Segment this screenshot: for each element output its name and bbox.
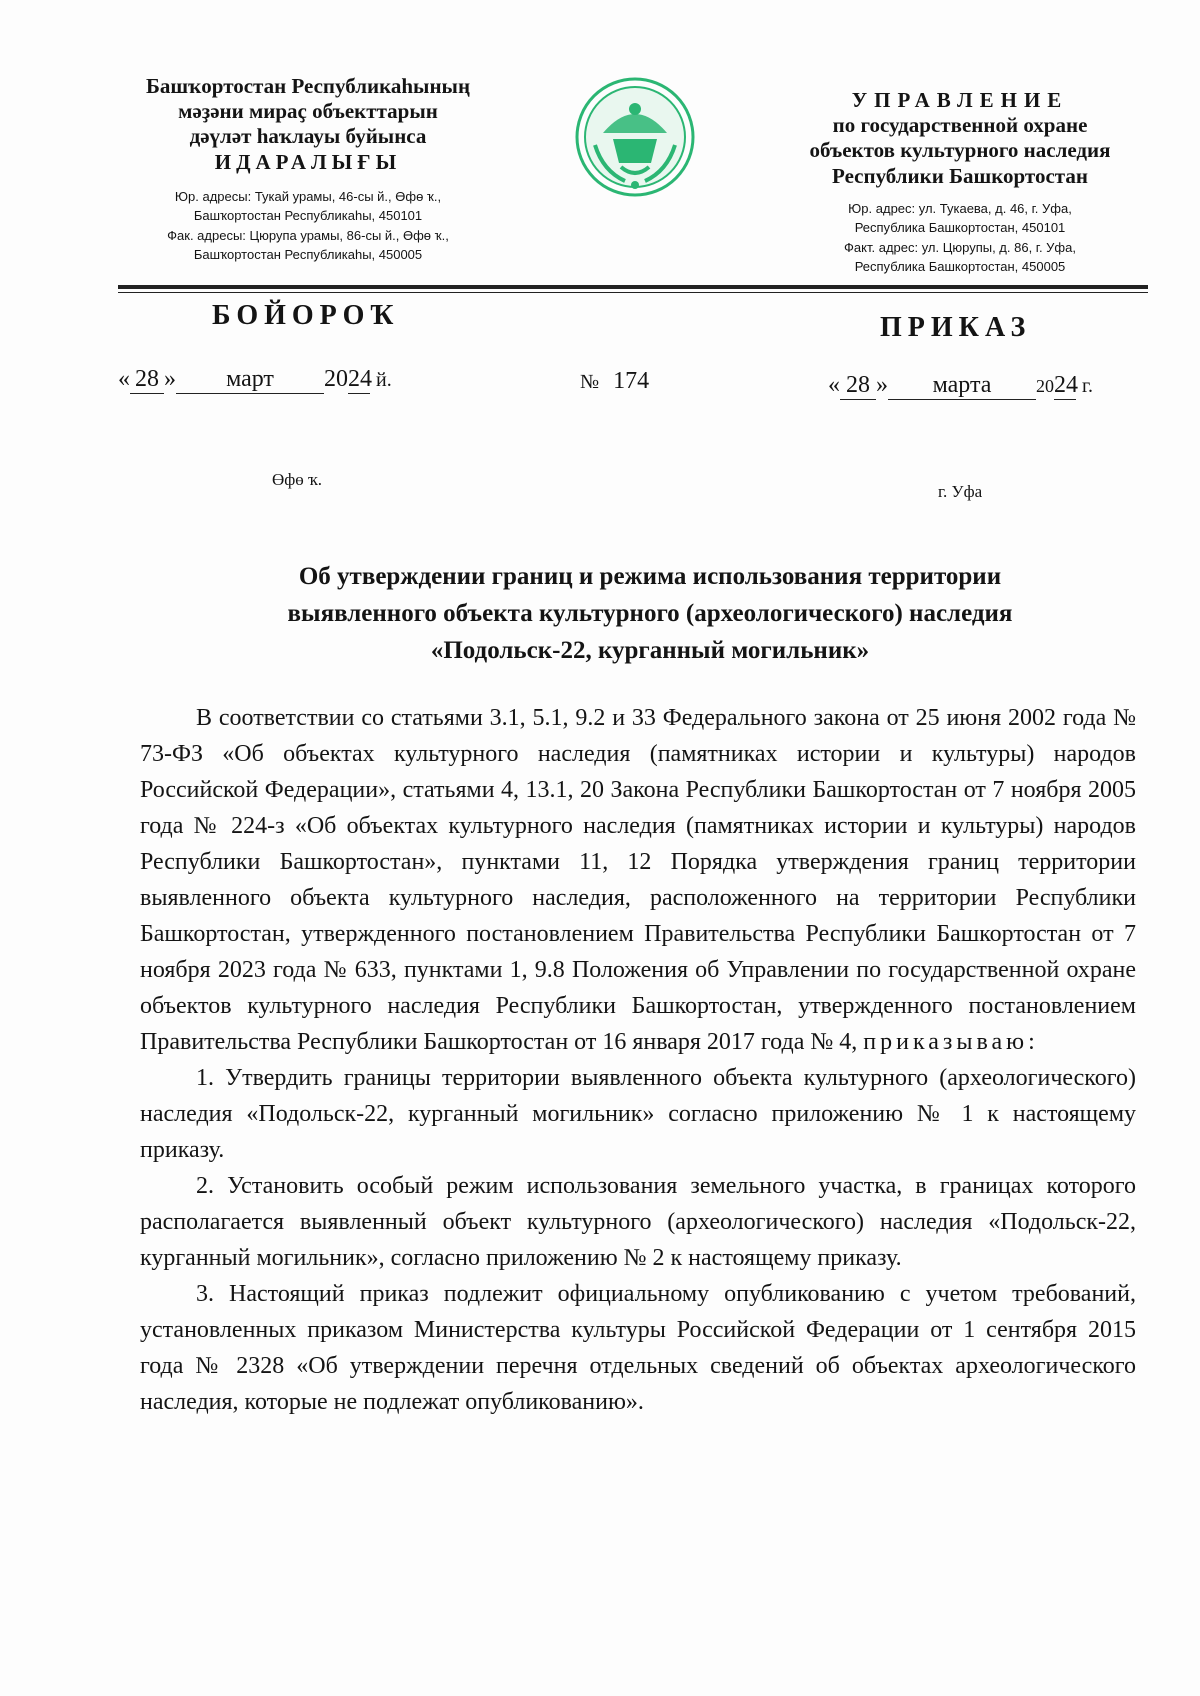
header-divider-thin (118, 292, 1148, 293)
quote-close: » (876, 372, 888, 398)
bashkortostan-emblem-icon (573, 75, 697, 199)
title-line: Об утверждении границ и режима использования территории (298, 563, 1002, 590)
header-divider-thick (118, 285, 1148, 289)
date-left-year-suffix: 24 (348, 366, 372, 392)
header-left-line2: мәҙәни мираҫ объекттарын (178, 99, 438, 124)
title-line: «Подольск-22, курганный могильник» (430, 637, 870, 664)
body-intro (140, 700, 1136, 1060)
date-left-day: 28 (130, 366, 164, 394)
date-left-year-prefix: 20 (324, 366, 348, 392)
date-right-year-suffix: 24 (1054, 372, 1078, 398)
header-left-org: ИДАРАЛЫҒЫ (214, 149, 402, 174)
header-right-line4: Республики Башкортостан (832, 163, 1088, 188)
addr-line: Башҡортостан Республикаһы, 450005 (193, 247, 423, 263)
city-right: г. Уфа (938, 482, 983, 501)
addr-line: Факт. адрес: ул. Цюрупы, д. 86, г. Уфа, (844, 239, 1076, 255)
header-left-address (118, 187, 498, 265)
date-right-day: 28 (840, 372, 876, 400)
addr-line: Юр. адресы: Тукай урамы, 46-сы й., Өфө ҡ., (174, 188, 442, 204)
document-title (200, 558, 1100, 669)
header-left (118, 74, 498, 265)
addr-line: Фак. адресы: Цюрупа урамы, 86-сы й., Өфө ҡ., (167, 227, 449, 243)
addr-line: Юр. адрес: ул. Тукаева, д. 46, г. Уфа, (848, 200, 1072, 216)
doc-type-right: ПРИКАЗ (880, 312, 1032, 343)
date-right (828, 372, 1093, 400)
doc-type-left: БОЙОРОҠ (212, 300, 400, 331)
intro-text: В соответствии со статьями 3.1, 5.1, 9.2 и 33 Федерального закона от 25 июня 2002 года № 73-ФЗ «Об объектах культурного наследия (памятниках истории и культуры) народов Российской Федерации», статьями 4, 13.1, 20 Закона Республики Башкортостан от 7 ноября 2005 года № 224-з «Об объектах культурного наследия (памятниках истории и культуры) народов Республики Башкортостан», пунктами 11, 12 Порядка утверждения границ территории выявленного объекта культурного наследия, расположенного на территории Республики Башкортостан, утвержденного постановлением Правительства Республики Башкортостан от 7 ноября 2023 года № 633, пунктами 1, 9.8 Положения об Управлении по государственной охране объектов культурного наследия Республики Башкортостан, утвержденного постановлением Правительства Республики Башкортостан от 16 января 2017 года № 4, (140, 705, 1136, 1055)
body-item-1: 1. Утвердить границы территории выявленного объекта культурного (археологического) наследия «Подольск-22, курганный могильник» согласно приложению № 1 к настоящему приказу. (140, 1065, 1136, 1163)
addr-line: Республика Башкортостан, 450005 (854, 259, 1066, 275)
header-right-line2: по государственной охране (832, 113, 1088, 138)
date-right-unit: г. (1082, 375, 1093, 397)
date-right-year-prefix: 20 (1036, 376, 1054, 396)
header-right-address (790, 199, 1130, 277)
quote-close: » (164, 366, 176, 392)
date-left-month: март (176, 366, 324, 394)
header-left-line1: Башҡортостан Республикаһының (145, 74, 471, 98)
header-right-org: УПРАВЛЕНИЕ (851, 88, 1069, 112)
addr-line: Башҡортостан Республикаһы, 450101 (193, 208, 423, 224)
body-item-3: 3. Настоящий приказ подлежит официальному опубликованию с учетом требований, установленных приказом Министерства культуры Российской Федерации от 1 сентября 2015 года № 2328 «Об утверждении перечня отдельных сведений об объектах археологического наследия, которые не подлежат опубликованию». (140, 1281, 1136, 1415)
quote-open: « (118, 366, 130, 392)
date-right-month: марта (888, 372, 1036, 400)
date-left (118, 366, 392, 394)
body-item-2: 2. Установить особый режим использования земельного участка, в границах которого располагается выявленный объект культурного (археологического) наследия «Подольск-22, курганный могильник», согласно приложению № 2 к настоящему приказу. (140, 1173, 1136, 1271)
addr-line: Республика Башкортостан, 450101 (854, 220, 1066, 236)
number-value: 174 (613, 368, 650, 394)
city-left: Өфө ҡ. (272, 470, 323, 489)
quote-open: « (828, 372, 840, 398)
title-line: выявленного объекта культурного (археологического) наследия (287, 600, 1013, 627)
order-number (580, 368, 649, 395)
order-word: приказываю: (863, 1029, 1039, 1055)
number-sign: № (580, 371, 600, 393)
document-body (140, 700, 1136, 1420)
header-right (790, 88, 1130, 277)
header-left-line3: дәүләт һаҡлауы буйынса (189, 124, 427, 149)
date-left-unit: й. (376, 369, 392, 391)
header-right-line3: объектов культурного наследия (809, 138, 1111, 163)
